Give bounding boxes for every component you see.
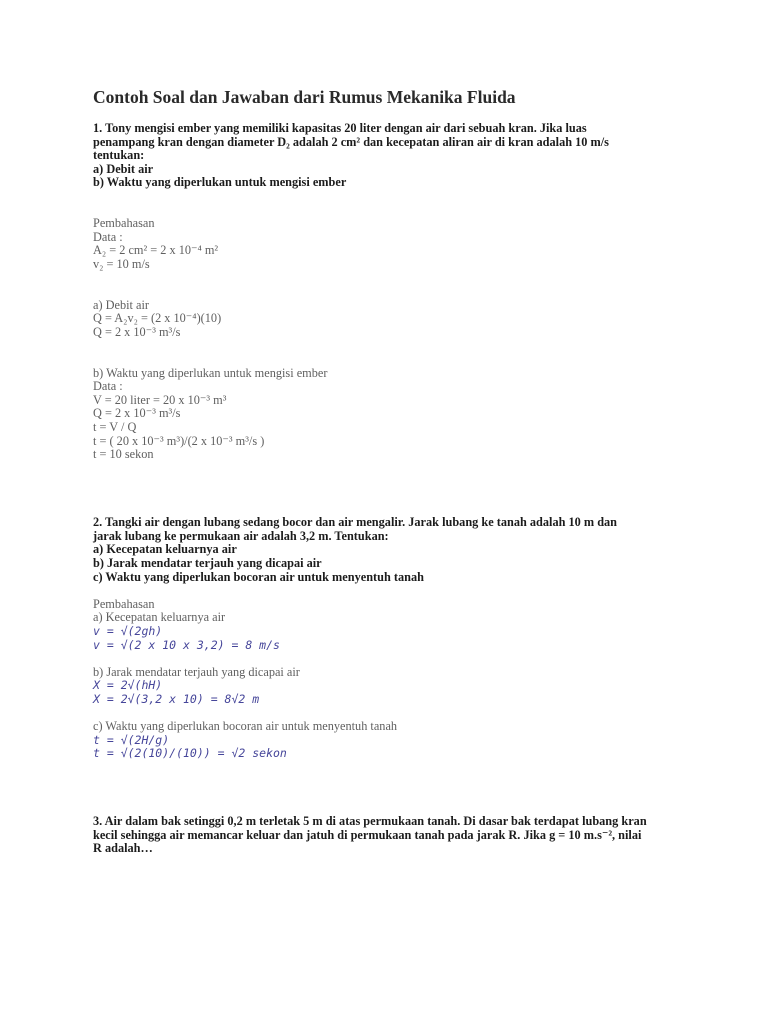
solution-2-heading: Pembahasan — [93, 596, 155, 611]
solution-1-v2: v₂ = 10 m/s — [93, 256, 150, 271]
question-3-line-1: 3. Air dalam bak setinggi 0,2 m terletak 5 m di atas permukaan tanah. Di dasar bak terdapat lubang kran — [93, 814, 647, 829]
question-1-line-1: 1. Tony mengisi ember yang memiliki kapasitas 20 liter dengan air dari sebuah kran. Jika luas — [93, 121, 587, 135]
solution-1-b-line-4: t = ( 20 x 10⁻³ m³)/(2 x 10⁻³ m³/s ) — [93, 433, 265, 448]
question-1-line-4: a) Debit air — [93, 161, 154, 176]
solution-1-a-line-2: Q = 2 x 10⁻³ m³/s — [93, 324, 181, 339]
question-2-line-4: b) Jarak mendatar terjauh yang dicapai air — [93, 556, 322, 570]
question-3 — [93, 815, 693, 856]
question-3-line-3: R adalah… — [93, 841, 153, 856]
solution-2-c-line-2: t = √(2(10)/(10)) = √2 sekon — [93, 746, 287, 761]
solution-2 — [93, 598, 693, 761]
solution-2-a-title: a) Kecepatan keluarnya air — [93, 610, 226, 625]
question-1-line-5: b) Waktu yang diperlukan untuk mengisi ember — [93, 175, 347, 190]
question-1-line-3: tentukan: — [93, 148, 145, 163]
solution-2-c-line-1: t = √(2H/g) — [93, 732, 170, 747]
question-1-line-2: penampang kran dengan diameter D₂ adalah 2 cm² dan kecepatan aliran air di kran adalah 10 m/s — [93, 134, 609, 149]
solution-2-a-line-1: v = √(2gh) — [93, 623, 163, 638]
question-3-line-2: kecil sehingga air memancar keluar dan jatuh di permukaan tanah pada jarak R. Jika g = 10 m.s⁻², nilai — [93, 827, 642, 842]
question-2 — [93, 516, 693, 584]
solution-2-b-title: b) Jarak mendatar terjauh yang dicapai air — [93, 664, 300, 679]
solution-1-b-line-1: V = 20 liter = 20 x 10⁻³ m³ — [93, 392, 227, 407]
solution-1-a2: A₂ = 2 cm² = 2 x 10⁻⁴ m² — [93, 243, 219, 258]
solution-2-a-line-2: v = √(2 x 10 x 3,2) = 8 m/s — [93, 637, 280, 652]
solution-1 — [93, 217, 693, 462]
solution-1-b-data: Data : — [93, 379, 123, 394]
solution-1-a-title: a) Debit air — [93, 297, 149, 312]
solution-1-b-title: b) Waktu yang diperlukan untuk mengisi ember — [93, 365, 328, 380]
solution-1-data-label: Data : — [93, 229, 123, 244]
document-page — [93, 86, 693, 856]
solution-1-b-line-3: t = V / Q — [93, 420, 137, 435]
question-2-line-3: a) Kecepatan keluarnya air — [93, 542, 237, 557]
solution-1-a-line-1: Q = A₂v₂ = (2 x 10⁻⁴)(10) — [93, 311, 222, 326]
question-2-line-1: 2. Tangki air dengan lubang sedang bocor dan air mengalir. Jarak lubang ke tanah adalah 10 m dan — [93, 515, 618, 530]
question-2-line-5: c) Waktu yang diperlukan bocoran air untuk menyentuh tanah — [93, 569, 424, 584]
question-1 — [93, 122, 693, 190]
page-title: Contoh Soal dan Jawaban dari Rumus Mekanika Fluida — [93, 87, 516, 107]
solution-2-b-line-1: X = 2√(hH) — [93, 678, 163, 693]
solution-1-heading: Pembahasan — [93, 216, 155, 231]
solution-1-b-line-5: t = 10 sekon — [93, 447, 154, 462]
question-2-line-2: jarak lubang ke permukaan air adalah 3,2 m. Tentukan: — [93, 528, 389, 543]
solution-2-b-line-2: X = 2√(3,2 x 10) = 8√2 m — [93, 691, 260, 706]
solution-1-b-line-2: Q = 2 x 10⁻³ m³/s — [93, 406, 181, 421]
solution-2-c-title: c) Waktu yang diperlukan bocoran air untuk menyentuh tanah — [93, 719, 398, 734]
